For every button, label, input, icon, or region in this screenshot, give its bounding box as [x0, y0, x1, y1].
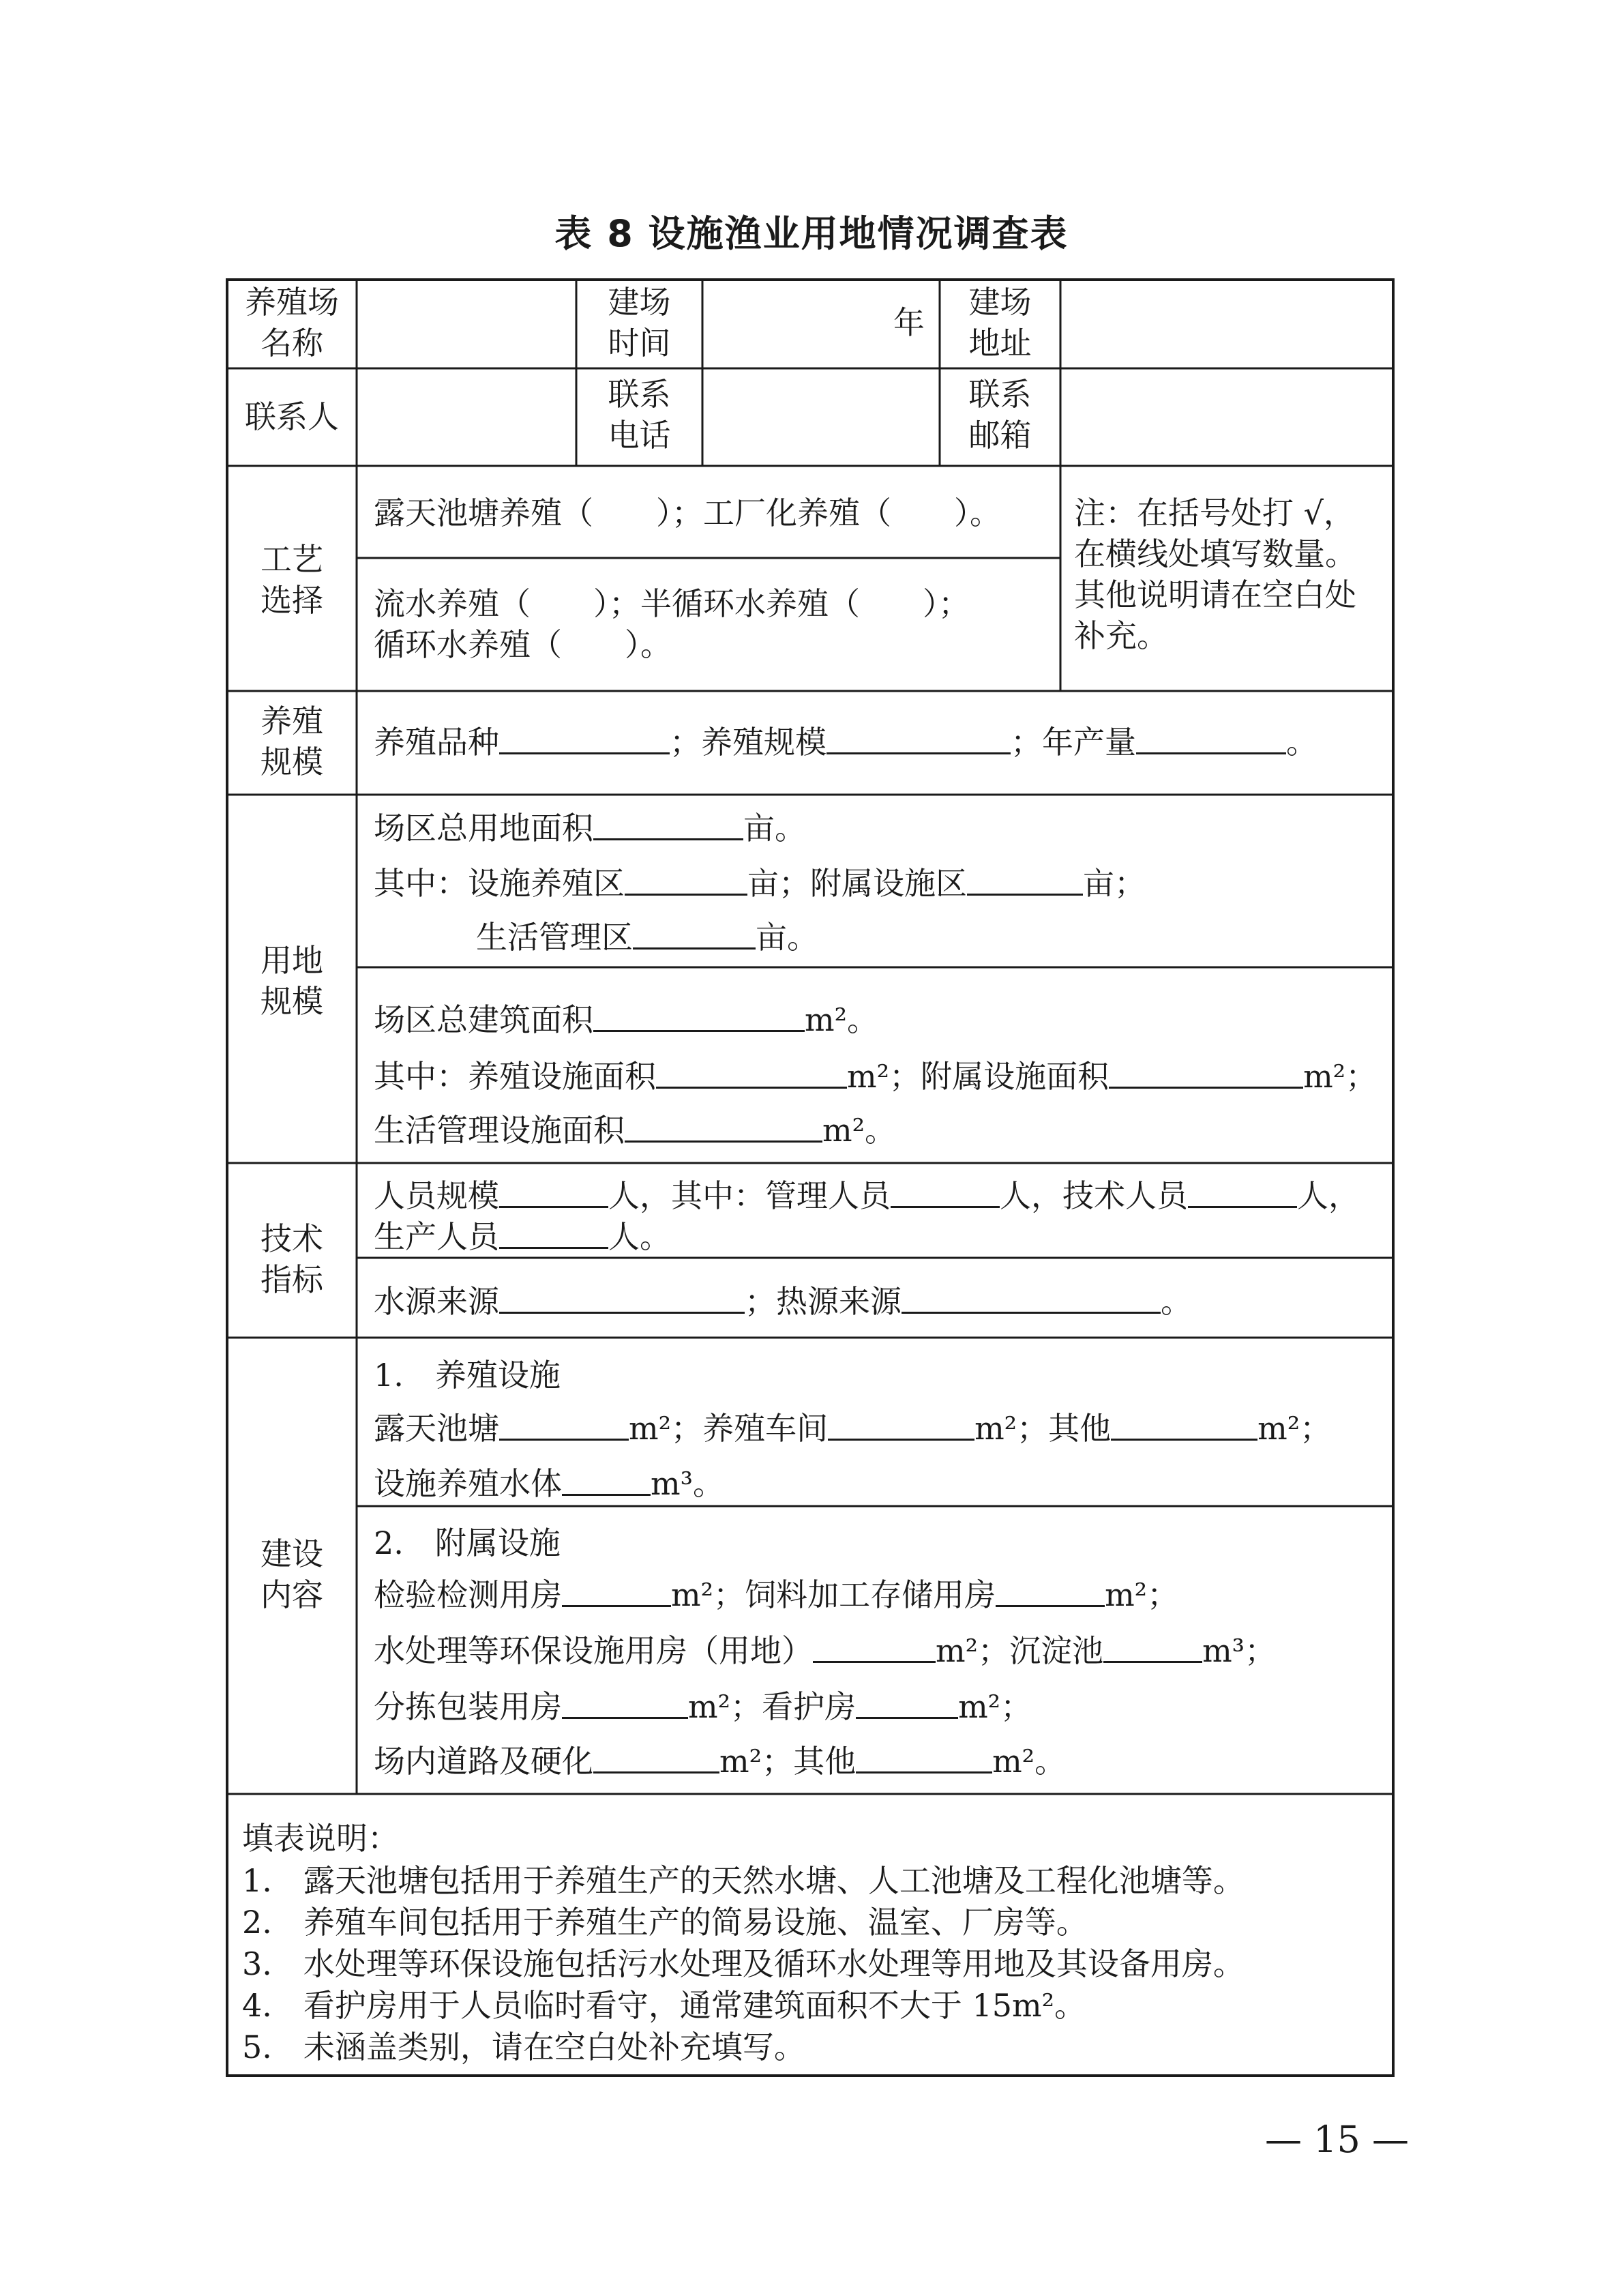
- land-zones-row: 其中：设施养殖区 亩；附属设施区 亩；: [374, 865, 1146, 902]
- workshop-blank[interactable]: [828, 1409, 974, 1441]
- farm-name-label: 养殖场 名称: [245, 284, 339, 362]
- land-living-row: 生活管理区 亩。: [476, 919, 818, 956]
- road-blank[interactable]: [593, 1741, 719, 1773]
- packing-blank[interactable]: [562, 1687, 688, 1719]
- aux-zone-blank[interactable]: [967, 864, 1083, 896]
- inspection-row: 检验检测用房 m²；饲料加工存储用房 m²；: [374, 1576, 1179, 1613]
- tech-staff-blank[interactable]: [1188, 1176, 1297, 1208]
- production-blank[interactable]: [499, 1217, 608, 1249]
- page-title: 表 8 设施渔业用地情况调查表: [554, 212, 1069, 255]
- other2-blank[interactable]: [856, 1741, 992, 1773]
- water-heat-row: 水源来源 ；热源来源 。: [374, 1283, 1192, 1320]
- living-zone-blank[interactable]: [633, 917, 756, 950]
- site-label: 建场 地址: [968, 284, 1032, 362]
- phone-label: 联系 电话: [608, 376, 671, 454]
- note-item: 4. 看护房用于人员临时看守，通常建筑面积不大于 15m²。: [242, 1987, 1086, 2024]
- land-total-blank[interactable]: [593, 808, 743, 840]
- tech-label: 技术 指标: [260, 1220, 323, 1298]
- staff-row: 人员规模 人，其中：管理人员 人，技术人员 人，: [374, 1177, 1360, 1214]
- process-note: 注：在括号处打 √， 在横线处填写数量。 其他说明请在空白处 补充。: [1074, 495, 1356, 654]
- other-blank[interactable]: [1111, 1409, 1257, 1441]
- note-item: 1. 露天池塘包括用于养殖生产的天然水塘、人工池塘及工程化池塘等。: [242, 1862, 1245, 1899]
- guard-blank[interactable]: [856, 1687, 958, 1719]
- year-unit: 年: [893, 304, 925, 341]
- land-label: 用地 规模: [260, 942, 323, 1020]
- road-row: 场内道路及硬化 m²；其他 m²。: [374, 1743, 1067, 1780]
- aux-area-blank[interactable]: [1109, 1057, 1303, 1089]
- pond-blank[interactable]: [499, 1409, 629, 1441]
- building-total-blank[interactable]: [593, 1000, 805, 1032]
- note-item: 5. 未涵盖类别，请在空白处补充填写。: [242, 2029, 805, 2065]
- page-number: — 15 —: [1265, 2118, 1410, 2161]
- contact-person-label: 联系人: [245, 398, 339, 435]
- species-blank[interactable]: [499, 722, 670, 754]
- settle-blank[interactable]: [1103, 1631, 1202, 1663]
- water-source-blank[interactable]: [499, 1282, 745, 1314]
- process-option-row2: 流水养殖（ ）；半循环水养殖（ ）； 循环水养殖（ ）。: [374, 585, 970, 663]
- feed-blank[interactable]: [996, 1575, 1105, 1607]
- process-label: 工艺 选择: [260, 541, 323, 619]
- scale-row: 养殖品种 ；养殖规模 ；年产量 。: [374, 724, 1317, 761]
- land-total-area-row: 场区总用地面积 亩。: [374, 810, 806, 847]
- packing-row: 分拣包装用房 m²；看护房 m²；: [374, 1688, 1032, 1725]
- scale-label: 养殖 规模: [260, 703, 323, 780]
- building-areas-row: 其中：养殖设施面积 m²；附属设施面积 m²；: [374, 1058, 1378, 1095]
- email-label: 联系 邮箱: [968, 376, 1032, 454]
- construction-label: 建设 内容: [260, 1535, 323, 1613]
- production-staff-row: 生产人员 人。: [374, 1218, 671, 1255]
- process-option-row1: 露天池塘养殖（ ）；工厂化养殖（ ）。: [374, 495, 1001, 531]
- built-time-label: 建场 时间: [608, 284, 671, 362]
- inspection-blank[interactable]: [562, 1575, 671, 1607]
- note-item: 2. 养殖车间包括用于养殖生产的简易设施、温室、厂房等。: [242, 1904, 1088, 1941]
- staff-blank[interactable]: [499, 1176, 608, 1208]
- env-row: 水处理等环保设施用房（用地） m²；沉淀池 m³；: [374, 1632, 1277, 1669]
- note-item: 3. 水处理等环保设施包括污水处理及循环水处理等用地及其设备用房。: [242, 1945, 1245, 1982]
- section2-heading: 2. 附属设施: [374, 1525, 561, 1561]
- heat-source-blank[interactable]: [902, 1282, 1161, 1314]
- building-total-row: 场区总建筑面积 m²。: [374, 1001, 879, 1038]
- output-blank[interactable]: [1136, 722, 1286, 754]
- breeding-facility-row: 露天池塘 m²；养殖车间 m²；其他 m²；: [374, 1410, 1332, 1447]
- facility-zone-blank[interactable]: [625, 864, 747, 896]
- living-area-row: 生活管理设施面积 m²。: [374, 1112, 897, 1149]
- manager-blank[interactable]: [891, 1176, 1000, 1208]
- water-body-row: 设施养殖水体 m³。: [374, 1465, 725, 1502]
- env-blank[interactable]: [813, 1631, 936, 1663]
- section1-heading: 1. 养殖设施: [374, 1357, 561, 1394]
- living-area-blank[interactable]: [625, 1110, 822, 1143]
- notes-heading: 填表说明：: [242, 1820, 399, 1857]
- water-body-blank[interactable]: [562, 1464, 651, 1496]
- scale-blank[interactable]: [827, 722, 1011, 754]
- facility-area-blank[interactable]: [656, 1057, 847, 1089]
